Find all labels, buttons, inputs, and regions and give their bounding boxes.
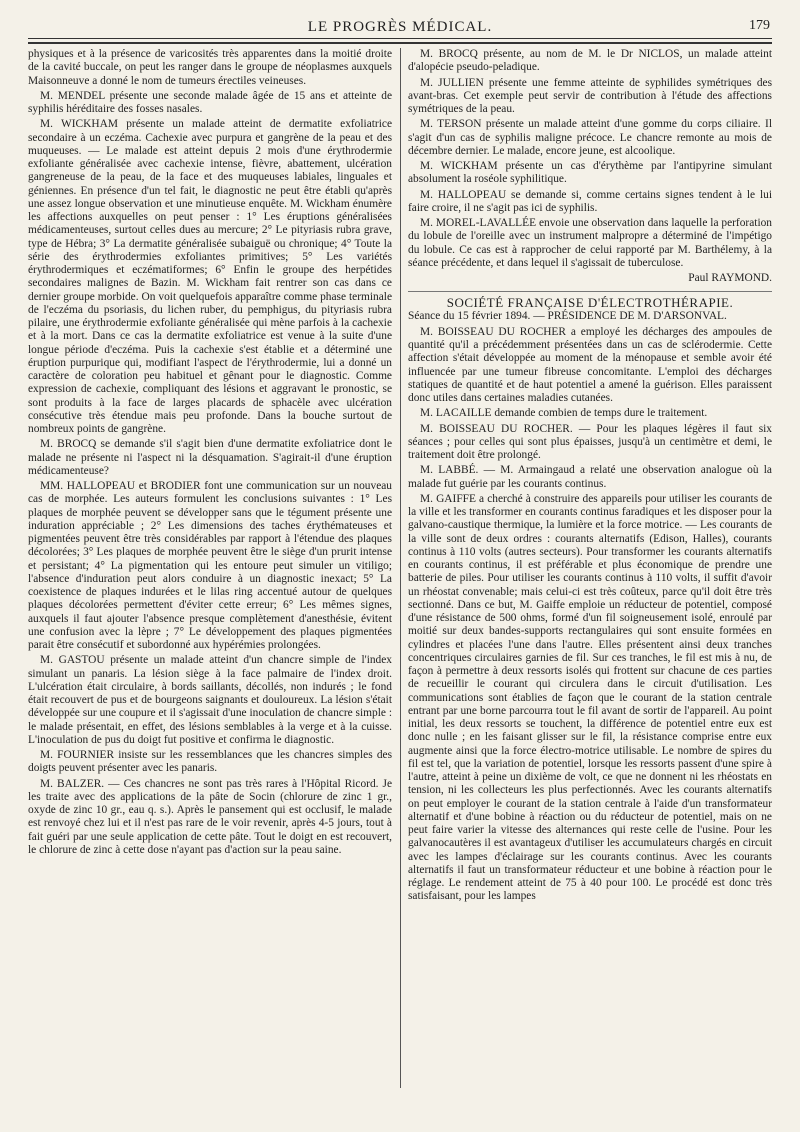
left-column [28, 48, 392, 859]
paragraph: M. BROCQ se demande s'il s'agit bien d'une dermatite exfoliatrice dont le malade ne présente ni l'aspect ni la désquamation. S'agirait-il d'une éruption médicamenteuse? [28, 438, 392, 477]
paragraph: M. LACAILLE demande combien de temps dure le traitement. [420, 407, 708, 420]
running-header [28, 10, 772, 36]
paragraph: M. BROCQ présente, au nom de M. le Dr NICLOS, un malade atteint d'alopécie pseudo-peladique. [408, 48, 772, 74]
paragraph: M. JULLIEN présente une femme atteinte de syphilides symétriques des avant-bras. Cet exemple peut servir de contribution à l'étude des affections symétriques de la peau. [408, 76, 772, 115]
paragraph: MM. HALLOPEAU et BRODIER font une communication sur un nouveau cas de morphée. Les auteurs formulent les conclusions suivantes : 1° Les plaques de morphée peuvent se développer sans que le tégument présente une induration appréciable ; 2° Les dimensions des taches érythémateuses et pigmentées peuvent être très considérables par rapport à l'étendue des plaques décolorées; 3° Les plaques de morphée peuvent être le siège d'un prurit intense et persistant; 4° La pigmentation qui les entoure peut simuler un vitiligo; l'absence d'induration peut alors conduire à un diagnostic inexact; 5° La coexistence de plaques indurées et le lilas ring accentué autour de quelques plaques décolorées permettent d'éviter cette erreur; 6° Les mêmes signes, auxquels il faut ajouter l'absence presque complètement d'anesthésie, évitent une confusion avec la lèpre ; 7° Le développement des plaques pigmentées parait être consécutif et subordonné aux hypérémies prolongées. [28, 480, 392, 651]
session-line: Séance du 15 février 1894. — PRÉSIDENCE DE M. D'ARSONVAL. [408, 309, 727, 322]
journal-title: LE PROGRÈS MÉDICAL. [307, 19, 493, 35]
right-column [408, 48, 772, 906]
paragraph: M. BOISSEAU DU ROCHER. — Pour les plaques légères il faut six séances ; pour celles qui sont plus épaisses, jusqu'à un centimètre et demi, le traitement doit être prolongé. [408, 422, 772, 461]
paragraph: M. MOREL-LAVALLÉE envoie une observation dans laquelle la perforation du lobule de l'oreille avec un instrument malpropre a déterminé de l'impétigo du lobule. Ce cas est à rapprocher de celui rapporté par M. Barthélemy, à la séance précédente, et dans lequel il s'agissait de tuberculose. [408, 217, 772, 269]
page-number: 179 [749, 18, 770, 33]
paragraph: M. MENDEL présente une seconde malade âgée de 15 ans et atteinte de syphilis héréditaire des fosses nasales. [28, 89, 392, 115]
paragraph: M. BOISSEAU DU ROCHER a employé les décharges des ampoules de quantité qu'il a précédemment présentées dans un cas de sclérodermie. Cette affection s'était développée au moment de la ménopause et semble avoir été influencée par une tumeur fibreuse concomitante. L'emploi des décharges statiques de quantité et de haut potentiel a amené la guérison. Elles paraissent donc utiles dans certaines maladies cutanées. [408, 325, 772, 404]
paragraph: M. GASTOU présente un malade atteint d'un chancre simple de l'index simulant un panaris. La lésion siège à la face palmaire de l'index droit. L'ulcération était circulaire, à bords saillants, décollés, non indurés ; le fond était recouvert de pus et de bourgeons saignants et douloureux. La lésion s'était développée sur une coupure et il s'agissait d'une inoculation de chancre simple : le malade présentait, en effet, des lésions semblables à la verge et à la cuisse. L'inoculation de pus du doigt fut positive et confirma le diagnostic. [28, 654, 392, 746]
section-heading: SOCIÉTÉ FRANÇAISE D'ÉLECTROTHÉRAPIE. [408, 291, 772, 309]
header-rule [28, 38, 772, 39]
paragraph: M. LABBÉ. — M. Armaingaud a relaté une observation analogue où la malade fut guérie par les courants continus. [408, 464, 772, 490]
header-rule-double [28, 42, 772, 44]
paragraph: physiques et à la présence de varicosités très apparentes dans la moitié droite de la cavité buccale, on peut les ranger dans le groupe de néoplasmes auxquels Maisonneuve a donné le nom de tumeurs érectiles veineuses. [28, 48, 392, 87]
paragraph: M. WICKHAM présente un malade atteint de dermatite exfoliatrice secondaire à un eczéma. Cachexie avec purpura et gangrène de la peau et des muqueuses. — Le malade est atteint depuis 2 mois d'une érythrodermie exfoliante généralisée avec cachexie intense, fièvre, abattement, ulcération gangreneuse de la peau, de la face et des muqueuses labiales, linguales et géniennes. En présence d'un tel fait, le diagnostic ne peut être établi qu'après une assez longue observation et une minutieuse enquête. M. Wickham énumère les affections auxquelles on peut penser : 1° Les éruptions généralisées médicamenteuses, surtout celles dues au mercure; 2° Le pityriasis rubra grave, type de Hébra; 3° La dermatite généralisée subaiguë ou chronique; 4° Toute la série des érythrodermies exfoliantes primitives; 5° Les variétés érythrodermiques et eczématiformes; 6° Enfin le groupe des herpétides secondaires malignes de Bazin. M. Wickham fait rentrer son cas dans ce dernier groupe morbide. On voit quelquefois apparaître comme phase terminale de l'eczéma du psoriasis, du lichen ruber, du pemphigus, du pityriasis rubra pilaire, une érythrodermie exfoliante généralisée qui mène parfois à la cachexie et à la mort. Dans ce cas la dermatite exfoliatrice est venue à la suite d'une longue période d'eczéma. Puis la cachexie s'est établie et a déterminé une éruption purpurique qui, modifiant l'aspect de l'érythrodermie, lui a donné un caractère de coloration peu habituel et gênant pour le diagnostic. Comme expression de cachexie, compliquant des lésions et aggravant le pronostic, se sont produits à la face de larges placards de sphacèle avec ulcération consécutive très étendue mais peu profonde. Dans la bouche surtout de nombreux points de gangrène. [28, 118, 392, 435]
paragraph: M. FOURNIER insiste sur les ressemblances que les chancres simples des doigts peuvent présenter avec les panaris. [28, 749, 392, 775]
paragraph: M. HALLOPEAU se demande si, comme certains signes tendent à le lui faire croire, il ne s'agit pas ici de syphilis. [408, 188, 772, 214]
paragraph: M. BALZER. — Ces chancres ne sont pas très rares à l'Hôpital Ricord. Je les traite avec des applications de la pâte de Socin (chlorure de zinc 1 gr., oxyde de zinc 10 gr., eau q. s.). Après le pansement qui est occlusif, le malade est renvoyé chez lui et il n'est pas rare de le voir revenir, après 4-5 jours, tout à fait guéri par une seule application de cette pâte. Tout le doigt en est recouvert, le chlorure de zinc à cette dose n'ayant pas d'action sur la peau saine. [28, 777, 392, 856]
column-separator [400, 48, 401, 1088]
paragraph: M. GAIFFE a cherché à construire des appareils pour utiliser les courants de la ville et les transformer en courants continus faradiques et les disposer pour la galvano-caustique thermique, la lumière et la force motrice. — Les courants de la ville sont de deux ordres : courants alternatifs (Edison, Halles), courants continus à 110 volts (autres secteurs). Pour transformer les courants alternatifs en courants continus, il est préférable et plus économique de prendre une batterie de piles. Pour utiliser les courants continus à 110 volts, il suffit d'avoir un rhéostat convenable; mais celui-ci est très coûteux, parce qu'il doit être très sectionné. Dans ce but, M. Gaiffe emploie un réducteur de potentiel, composé d'une résistance de 500 ohms, formé d'un fil soigneusement isolé, enroulé par moitié sur deux bandes-supports rectangulaires qui sont ensuite formées en cylindres et placées l'une dans l'autre. Elles présentent ainsi deux tranches concentriques circulaires garnies de fil. Sur ces tranches, le fil est mis à nu, de façon à permettre à deux ressorts isolés qui frottent sur chacune de ces parties de recueillir le courant qui circulera dans le circuit d'utilisation. Les communications sont établies de façon que le courant de la station centrale entrant par une borne parcourra tout le fil avant de sortir de l'appareil. Au point initial, les deux ressorts se touchent, la différence de potentiel entre eux est donc nulle ; en les faisant glisser sur le fil, la résistance comprise entre eux augmente ainsi que la force électro-motrice utilisable. Le nombre de spires du fil est tel, que la variation de potentiel, lorsque les ressorts passent d'une spire à l'autre, atteint à peine un dixième de volt, ce que ne donnent ni les rhéostats en tension, ni les collecteurs les plus perfectionnés. Avec les courants alternatifs on peut employer le courant de la station centrale à l'aide d'un transformateur alternatif et d'une bobine à réaction ou du réducteur de potentiel, mais on ne peut faire varier la vitesse des alternances qui reste celle de l'usine. Pour les galvanocautères il est avantageux d'utiliser les accumulateurs chargés en circuit avec les lampes d'éclairage sur les courants continus. Avec les courants alternatifs il faut un transformateur réducteur et une bobine à réaction pour le réglage. Le rendement atteint de 75 à 40 pour 100. Le procédé est donc très satisfaisant, pour les lampes [408, 492, 772, 903]
paragraph: M. TERSON présente un malade atteint d'une gomme du corps ciliaire. Il s'agit d'un cas de syphilis maligne précoce. Le chancre remonte au mois de décembre dernier. Le malade, encore jeune, est alcoolique. [408, 118, 772, 157]
paragraph: M. WICKHAM présente un cas d'érythème par l'antipyrine simulant absolument la roséole syphilitique. [408, 160, 772, 186]
author-signature: Paul RAYMOND. [688, 272, 772, 284]
